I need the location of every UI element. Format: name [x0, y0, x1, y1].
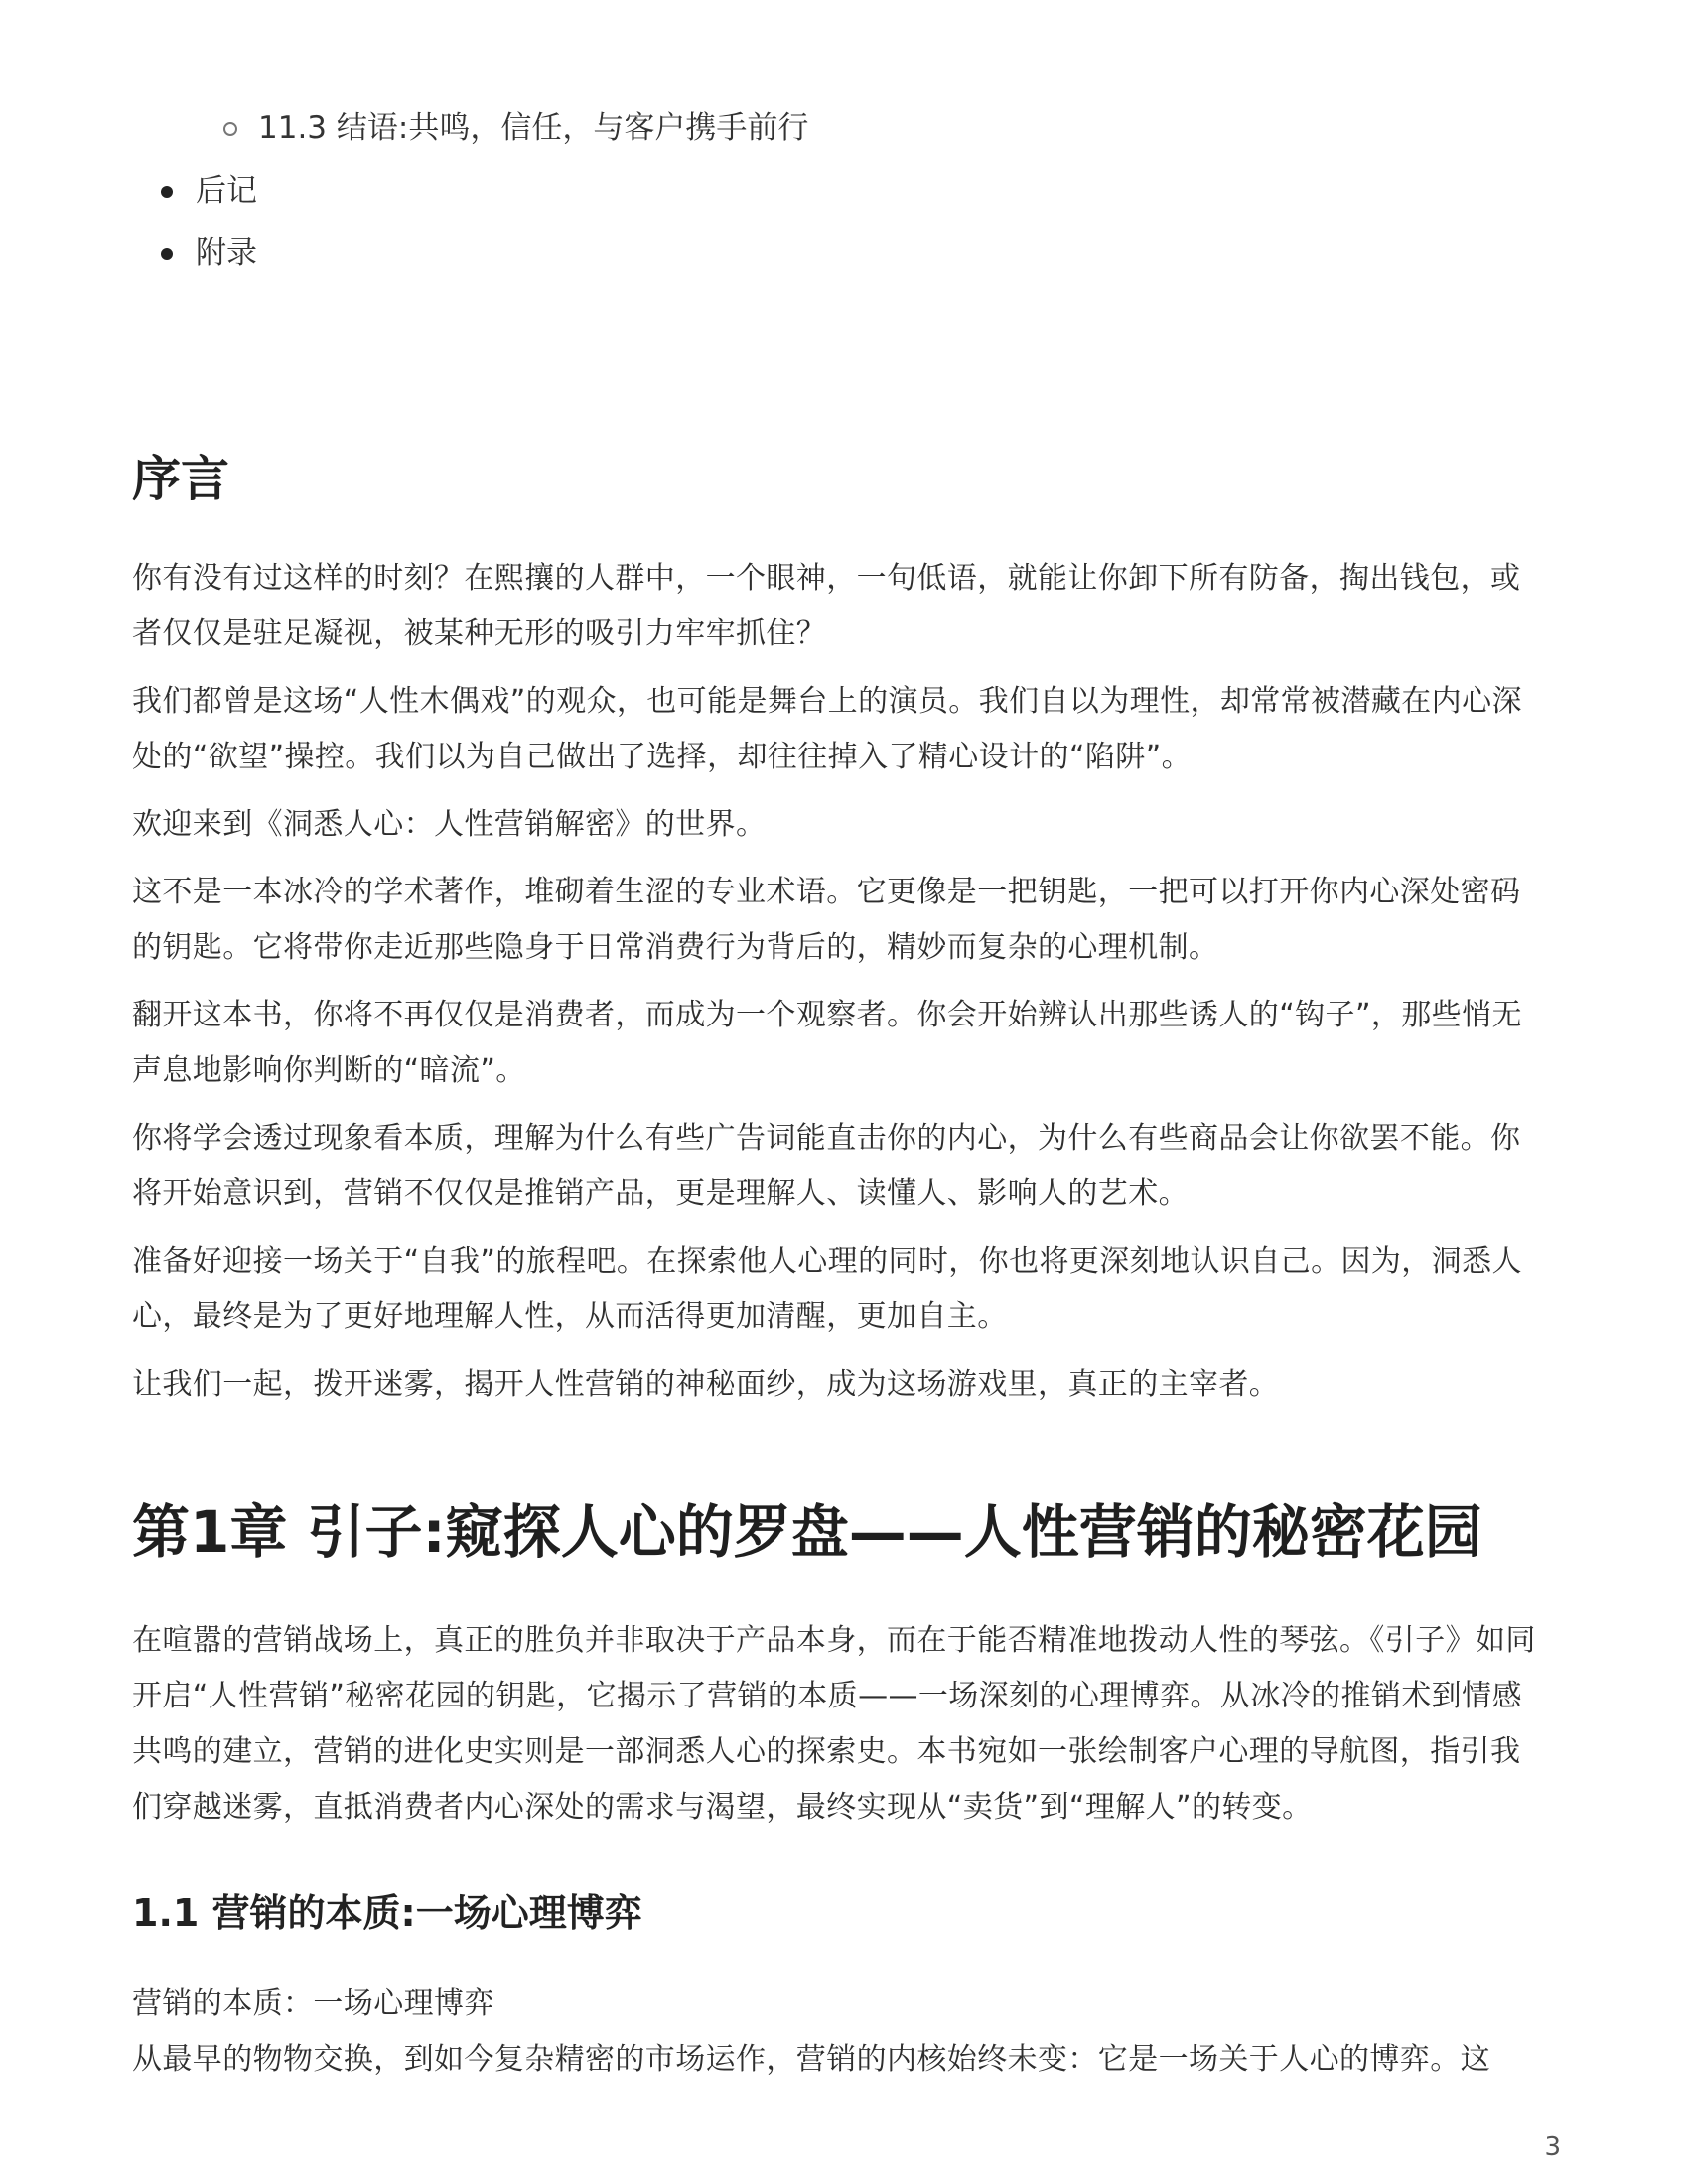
preface-paragraph: 你将学会透过现象看本质，理解为什么有些广告词能直击你的内心，为什么有些商品会让你欲罢不能。你将开始意识到，营销不仅仅是推销产品，更是理解人、读懂人、影响人的艺术。	[132, 1121, 1521, 1211]
preface-paragraph: 翻开这本书，你将不再仅仅是消费者，而成为一个观察者。你会开始辨认出那些诱人的“钩子”，那些悄无声息地影响你判断的“暗流”。	[132, 998, 1522, 1088]
toc-item-label[interactable]: 11.3 结语:共鸣，信任，与客户携手前行	[258, 110, 809, 146]
page-number: 3	[1544, 2132, 1561, 2162]
bullet-icon	[161, 248, 173, 260]
section-body	[132, 1977, 1542, 2088]
chapter-heading: 第1章 引子:窥探人心的罗盘——人性营销的秘密花园	[132, 1498, 1482, 1566]
section-body-line: 营销的本质：一场心理博弈	[132, 1986, 494, 2021]
preface-heading: 序言	[132, 451, 230, 507]
page-content	[132, 97, 1542, 2088]
section-heading: 1.1 营销的本质:一场心理博弈	[132, 1891, 642, 1935]
preface-paragraph: 这不是一本冰冷的学术著作，堆砌着生涩的专业术语。它更像是一把钥匙，一把可以打开你内心深处密码的钥匙。它将带你走近那些隐身于日常消费行为背后的，精妙而复杂的心理机制。	[132, 875, 1521, 965]
preface-paragraph: 我们都曾是这场“人性木偶戏”的观众，也可能是舞台上的演员。我们自以为理性，却常常被潜藏在内心深处的“欲望”操控。我们以为自己做出了选择，却往往掉入了精心设计的“陷阱”。	[132, 684, 1522, 774]
toc-item-label[interactable]: 后记	[196, 173, 257, 208]
toc-item-appendix[interactable]	[132, 222, 1542, 285]
toc-item-11-3[interactable]	[132, 97, 1542, 160]
hollow-bullet-icon	[223, 122, 237, 136]
preface-paragraph: 让我们一起，拨开迷雾，揭开人性营销的神秘面纱，成为这场游戏里，真正的主宰者。	[132, 1367, 1280, 1402]
preface-paragraph: 准备好迎接一场关于“自我”的旅程吧。在探索他人心理的同时，你也将更深刻地认识自己。因为，洞悉人心，最终是为了更好地理解人性，从而活得更加清醒，更加自主。	[132, 1244, 1522, 1334]
toc-item-afterword[interactable]	[132, 160, 1542, 222]
table-of-contents-list	[132, 97, 1542, 285]
section-body-line: 从最早的物物交换，到如今复杂精密的市场运作，营销的内核始终未变：它是一场关于人心的博弈。这	[132, 2042, 1490, 2077]
preface-paragraph: 你有没有过这样的时刻？在熙攘的人群中，一个眼神，一句低语，就能让你卸下所有防备，掏出钱包，或者仅仅是驻足凝视，被某种无形的吸引力牢牢抓住？	[132, 561, 1521, 651]
toc-item-label[interactable]: 附录	[196, 235, 257, 271]
chapter-intro-paragraph: 在喧嚣的营销战场上，真正的胜负并非取决于产品本身，而在于能否精准地拨动人性的琴弦。《引子》如同开启“人性营销”秘密花园的钥匙，它揭示了营销的本质——一场深刻的心理博弈。从冰冷的推销术到情感共鸣的建立，营销的进化史实则是一部洞悉人心的探索史。本书宛如一张绘制客户心理的导航图，指引我们穿越迷雾，直抵消费者内心深处的需求与渴望，最终实现从“卖货”到“理解人”的转变。	[132, 1623, 1536, 1825]
bullet-icon	[161, 186, 173, 198]
preface-paragraph: 欢迎来到《洞悉人心：人性营销解密》的世界。	[132, 807, 767, 842]
